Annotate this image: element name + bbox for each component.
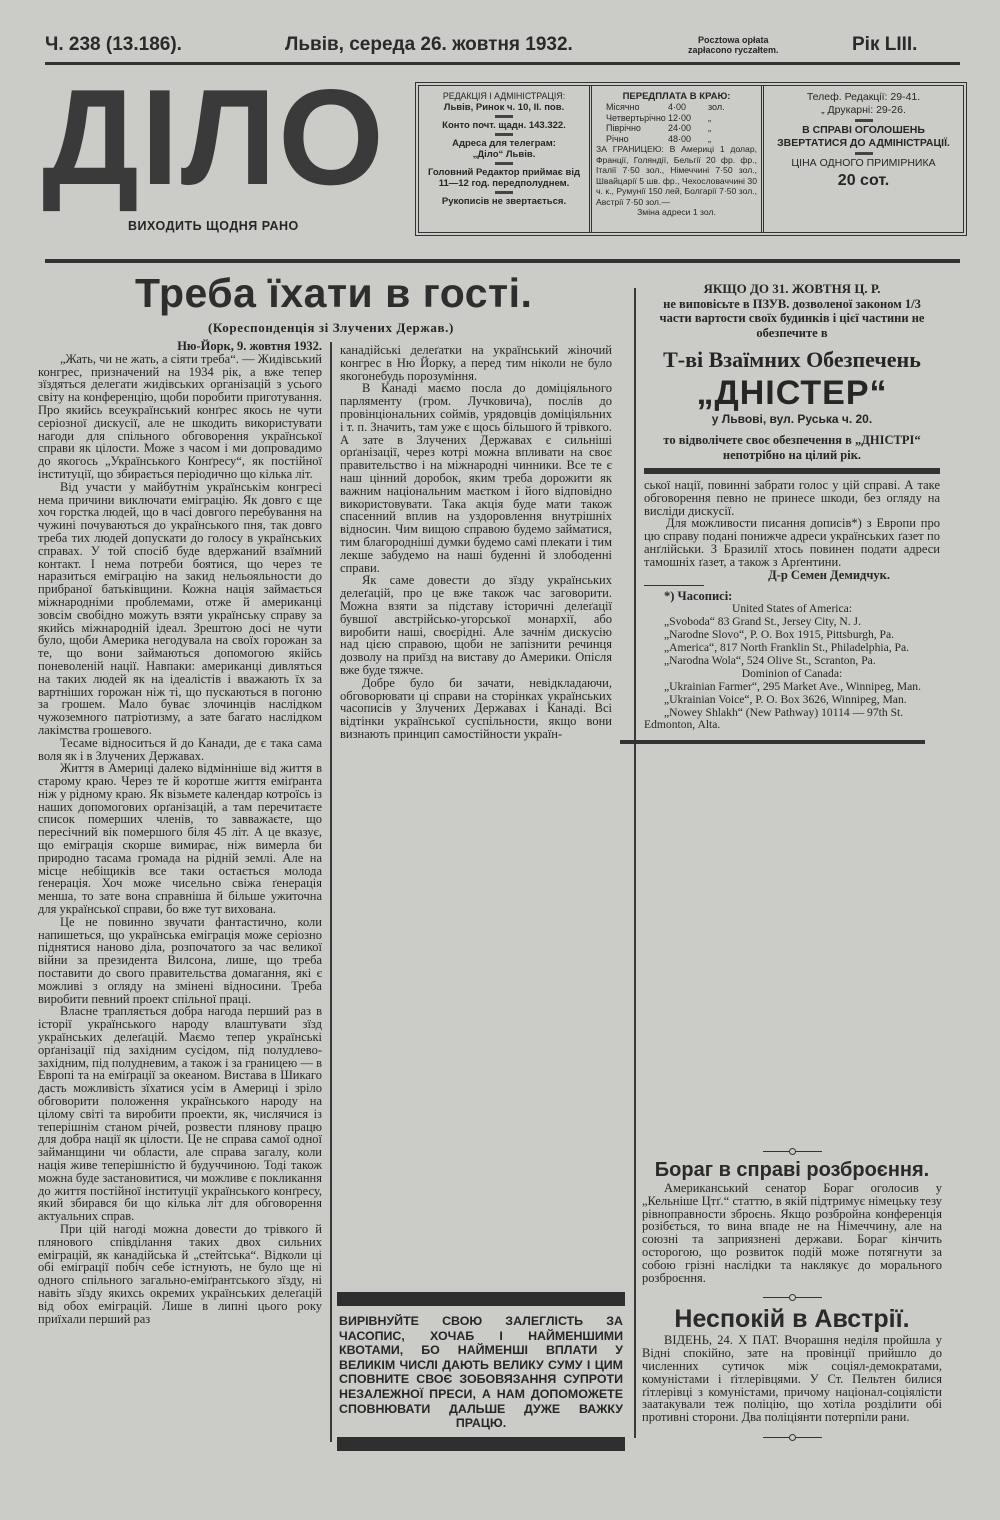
paragraph: Це не повинно звучати фантастично, коли напишеться, що українська еміграція може серіозно піднятися наново діла, розпочатого за час великої війни за президента Вилсона, лише, що треба поставити до свого правительства домагання, які є можливі з огляду на змінені відносини. Треба виробити певний проект спільної праці. [38, 914, 322, 1006]
paragraph: В Канаді маємо посла до доміціяльного парляменту (гром. Лучковича), послів до провінціональних соймів, урядовців доміціяльних і т. п. Значить, там уже є щось більшого й трівкого. А зате в Злучених Державах є сильніші орґанізації, через котрі можна впливати на своє правительство і на міжнародні чинники. Все те є наш цінний доробок, яким треба дорожити як важним національним маєтком і його відповідно використовувати. Така акція буде мати також спасенний вплив на уздоровлення внутрішніх відносин. Чим вищою справою будемо займатися, тим благородніші думки будемо самі плекати і тим лекше забудемо на наші буденні й злободенні справи. [340, 381, 612, 575]
editor-hours: Головний Редактор приймає від 11—12 год. передполуднем. [427, 167, 581, 189]
footnote [644, 590, 940, 732]
paragraph: канадійські делеґатки на український жіночий конгрес в Ню Йорку, а перед тим ніколи не було якогонебудь порозуміння. [340, 343, 612, 383]
article-title: Треба їхати в гості. [135, 270, 533, 316]
price: 4·00 [668, 102, 687, 112]
appeal-text: ВИРІВНУЙТЕ СВОЮ ЗАЛЕГЛІСТЬ ЗА ЧАСОПИС, ХОЧАБ І НАЙМЕНШИМИ КВОТАМИ, БО НАЙМЕНШІ ВПЛАТИ У ВЕЛИКІМ ЧИСЛІ ДАЮТЬ ВЕЛИКУ СУМУ І ЦИМ СПОВНИТЕ СВОЄ ЗОБОВЯЗАННЯ СУПРОТИ НЕЗАЛЕЖНОЇ ПРЕСИ, А НАМ ДОПОМОЖЕТЕ СПОВНЮВАТИ ДАЛЬШЕ ДУЖЕ ВАЖКУ ПРАЦЮ. [339, 1314, 623, 1431]
unit: „ [708, 133, 711, 144]
period: Річно [606, 133, 629, 144]
subscription-appeal [337, 1292, 625, 1451]
signature: Д-р Семен Демидчук. [768, 567, 890, 582]
paragraph: Американський сенатор Бораг оголосив у „Кельніше Цтґ.“ статтю, в якій підтримує німецьку тезу рівноправности зброєнь. Якщо розбройна конференція розібється, то вина впаде не на Німеччину, але на союзні та заприязнені держави. Бораг кінчить осторогою, що розвиток подій може потягнути за собою грізні наслідки та наклякує до морального розброєння. [642, 1181, 942, 1285]
news-section [642, 1142, 942, 1444]
year-volume: Рік LIII. [852, 34, 918, 55]
subscription-cell [589, 86, 761, 232]
newspaper-address: „Ukrainian Voice“, P. O. Box 3626, Winnipeg, Man. [664, 692, 907, 706]
divider [495, 115, 513, 118]
paragraph: Від участи у майбутнім українськім конгресі нема причини виключати еміграцію. Як довго є ще хоч горстка людей, що в часі довгого перебування на чужині почуваються до українського пня, так довго треба тих людей допускати до голосу в українських справах. У той спосіб буде вдержаний взаїмний контакт. І нема потреби боятися, що через те наразиться еміграцію на закид нельояльности до прибраної батьківщини. Кожна нація займається міжнародніми проблемами, отже й американці зовсім свобідно можуть взяти українську справу за якийсь міжнародній ідеал. Зрештою досі не чути було, щоби Америка негодувала на своїх горожан за те, що вони займаються допомогою якійсь поневоленій нації. Навпаки: американці дивляться на таких людей як на ідеалістів і вважають їх за вартніших горожан ніж ті, що пускаються в погоню за грошем. Мало буває злочинців наслідком чужоземного патріотизму, а зате багато наслідком лакімства грошевого. [38, 479, 322, 737]
ad-address: у Львові, вул. Руська ч. 20. [711, 412, 873, 426]
subscription-title: ПЕРЕДПЛАТА В КРАЮ: [622, 91, 731, 102]
news-title: Неспокій в Австрії. [674, 1305, 910, 1334]
paragraph: При цій нагоді можна довести до трівкого й плянового співділання таких двох сильних еміграцій, як канадійська й „стейтська“. Відколи ці обі еміграції побіч себе істнують, не було ще ні одного спільного загально-еміґрантського зїзду, ні навіть зїзду якихсь окремих українських делеґацій від обох еміграцій. Лише в липні цього року приїхали перший раз [38, 1221, 322, 1326]
newspaper-address: „Svoboda“ 83 Grand St., Jersey City, N. J. [664, 615, 861, 629]
paragraph: ВІДЕНЬ, 24. X ПАТ. Вчорашня неділя пройшла у Відні спокійно, зате на провінції прийшло до численних сутичок між соціял-демократами, комуністами і ґітлерівцями. У Ст. Пельтен билися ґітлерівці з комуністами, причому націонал-соціялісти заатакували теж поліцію, що хотіла розділити обі противні сторони. Два поліціянти потерпіли рани. [642, 1333, 942, 1425]
article-middle-column [340, 344, 612, 741]
news-title: Бораг в справі розброєння. [654, 1159, 930, 1181]
issue-number: Ч. 238 (13.186). [45, 34, 182, 55]
footnote-title: *) Часописі: [664, 589, 733, 604]
ornament-divider [642, 1428, 942, 1444]
postal-account: Конто почт. щадн. 143.322. [442, 120, 566, 131]
divider [495, 133, 513, 136]
postal-line-1: Pocztowa opłata [698, 35, 769, 45]
address-change: Зміна адреси 1 зол. [637, 207, 716, 217]
price: 24·00 [668, 123, 692, 133]
editorial-cell [419, 86, 589, 232]
newspaper-logo: ДІЛО [42, 61, 386, 213]
paragraph: Життя в Америці далеко відмінніше від життя в старому краю. Через те й коротше життя еміґранта ніж у рідному краю. Як візьмете календар котроїсь із наших допомогових орґанізацій, а там перечитаєте список померших членів, то завважаєте, що пересічний вік помершого біля 45 літ. А це вказує, що еміграція скорше вимирає, ніж вимерла би природно тасама громада на рідній землі. Але на місце небіщиків все таки остається молода ґенерація. Хоч може чисельно свіжа ґенерація менша, то зате вона справніша й більше ужиточна для української справи, бо вже тут вихована. [38, 761, 322, 917]
article-right-column [644, 479, 940, 581]
section-rule [620, 740, 925, 744]
dateline: Ню-Йорк, 9. жовтня 1932. [177, 339, 322, 353]
footnote-rule [644, 585, 704, 586]
ad-closing: то відволічете своє обезпечення в „ДНІСТРІ“ непотрібно на цілий рік. [663, 433, 921, 462]
header-rule [45, 259, 960, 263]
issue-price: 20 сот. [837, 172, 890, 189]
phone-editorial: Телеф. Редакції: 29-41. [806, 91, 921, 103]
column-rule [634, 288, 636, 1438]
ad-rule [644, 468, 940, 474]
paragraph: Власне трапляється добра нагода перший раз в історії українського народу влаштувати зїзд українських делеґацій. Маємо тепер українські орґанізації під західним сусідом, під полудлево-західним, під полудневим, а також і за границею — в Европі та на еміґрації за океаном. Вистава в Шикаго дасть можливість зїхатися усім в Америці і зріло обговорити положення українського народу на цілому світі та виробити проекти, як, числячися із теперішнім станом річей, розвести плянову працю для добра нації як цілости. Це не справа самої одної займанщини чи области, але справа загалу, коли нація живе теперішністю й будуччиною. Тоді також можна буде застановитися, чи можливе є покликання до життя постійної інституції українського конґресу, який збирався би що кілька літ для обговорення актуальних справ. [38, 1004, 322, 1224]
ad-brand: „ДНІСТЕР“ [696, 374, 888, 412]
article-left-column [38, 340, 322, 1325]
abroad-prices: ЗА ГРАНИЦЕЮ: В Америці 1 долар, Франції, Голяндії, Бельгії 20 фр. фр., Італії 7·50 зол., Німеччині 7·50 зол., Швайцарії 5 шв. фр., Чехословаччині 30 ч. к., Румунії 150 лей, Болгарії 7·50 зол., Австрії 7·50 зол.— [596, 144, 757, 207]
column-rule [330, 342, 332, 1442]
newspaper-address: „Ukrainian Farmer“, 295 Market Ave., Winnipeg, Man. [664, 679, 921, 693]
divider [495, 191, 513, 194]
period: Місячно [606, 102, 640, 112]
right-column-flow [644, 282, 940, 744]
appeal-bar-top [337, 1292, 625, 1306]
ad-deadline: ЯКЩО ДО 31. ЖОВТНЯ Ц. Р. [703, 281, 881, 296]
paragraph: „Жать, чи не жать, а сіяти треба“. — Жидівський конгрес, призначений на 1934 рік, а вже тепер зїздяться делегати жидівських організацій з усього світу на конференцію, щоби поробити приготування. Про якийсь всеукраїнський конґрес якось не чути серіозної дискусії, але не шкодить використувати нагоди для спільного обговорення української справи як цілости. Може з часом і ми допровадимо до якогось „Українського Конґресу“, як постійної інституції, що збирається періодично що кілька літ. [38, 351, 322, 481]
tagline: ВИХОДИТЬ ЩОДНЯ РАНО [128, 219, 299, 233]
ornament-divider [642, 1288, 942, 1304]
paragraph: Тесаме відноситься й до Канади, де є така сама воля як і в Злучених Державах. [38, 735, 322, 763]
manuscripts-note: Рукописів не звертається. [441, 196, 567, 207]
divider [855, 119, 873, 122]
price: 12·00 [668, 112, 692, 123]
contacts-cell [761, 86, 963, 232]
place-date: Львів, середа 26. жовтня 1932. [285, 34, 573, 55]
news-body [642, 1334, 942, 1424]
period: Четвертьрічно [606, 112, 666, 123]
paragraph: ської нації, повинні забрати голос у цій справі. А таке обговорення певно не принесе шкоди, без огляду на висліди дискусії. [644, 478, 940, 518]
ads-note: В СПРАВІ ОГОЛОШЕНЬ ЗВЕРТАТИСЯ ДО АДМІНІСТРАЦІЇ. [777, 124, 950, 149]
usa-heading: United States of America: [731, 602, 853, 616]
news-body [642, 1182, 942, 1284]
newspaper-address: „Narodna Wola“, 524 Olive St., Scranton, Pa. [664, 653, 876, 667]
phone-print: „ Друкарні: 29-26. [821, 104, 906, 116]
paragraph: Для можливости писання дописів*) з Европи про цю справу подані понижче адреси українських ґазет по анґлійськи. З Бразилії хтось повинен подати адреси тамошніх ґазет, а також з Арґентини. [644, 516, 940, 569]
newspaper-address: „Nowey Shlakh“ (New Pathway) 10114 — 97th St. Edmonton, Alta. [644, 705, 904, 732]
postal-note [688, 35, 779, 55]
insurance-advertisement [644, 282, 940, 462]
postal-line-2: zapłacono ryczałtem. [688, 45, 779, 55]
paragraph: Добре було би зачати, невідкладаючи, обговорювати ці справи на сторінках українських часописів у Злучених Державах і Канаді. Всі відтінки української суспільности, якщо вони визнають принцип самостійности україн- [340, 675, 612, 741]
telegram-address: „Діло“ Львів. [472, 149, 536, 160]
divider [495, 162, 513, 165]
unit: „ [708, 123, 711, 133]
canada-heading: Dominion of Canada: [741, 666, 843, 680]
info-box [415, 82, 967, 236]
ad-company: Т-ві Взаїмних Обезпечень [663, 347, 921, 372]
appeal-bar-bottom [337, 1437, 625, 1451]
telegram-label: Адреса для телеграм: [452, 138, 556, 149]
paragraph: Як саме довести до зїзду українських делеґацій, про це вже також час заговорити. Можна взяти за підставу історичні делеґації бувшої австрійсько-угорської монархії, або виробити наші, своєрідні. Але зачнім дискусію над цією справою, щоби не запізнити речинця дозволу на приїзд на виставу до Америки. Опісля вже буде тяжче. [340, 573, 612, 677]
price-label: ЦІНА ОДНОГО ПРИМІРНИКА [791, 157, 936, 169]
price: 48·00 [668, 133, 692, 144]
editorial-title: РЕДАКЦІЯ І АДМІНІСТРАЦІЯ: [442, 91, 566, 101]
article-subtitle: (Кореспонденція зі Злучених Держав.) [208, 320, 454, 335]
unit: „ [708, 112, 711, 123]
unit: зол. [708, 102, 725, 112]
period: Піврічно [606, 123, 641, 133]
newspaper-address: „Narodne Slovo“, P. O. Box 1915, Pittsburgh, Pa. [664, 628, 895, 642]
editorial-address: Львів, Ринок ч. 10, II. пов. [443, 102, 565, 113]
ad-text: не виповісьте в ПЗУВ. дозволеної законом 1/3 части вартости своїх будинків і цієї частини не обезпечите в [659, 296, 925, 340]
newspaper-address: „America“, 817 North Franklin St., Philadelphia, Pa. [664, 641, 910, 654]
divider [855, 152, 873, 155]
subscription-table [606, 102, 757, 144]
ornament-divider [642, 1142, 942, 1158]
